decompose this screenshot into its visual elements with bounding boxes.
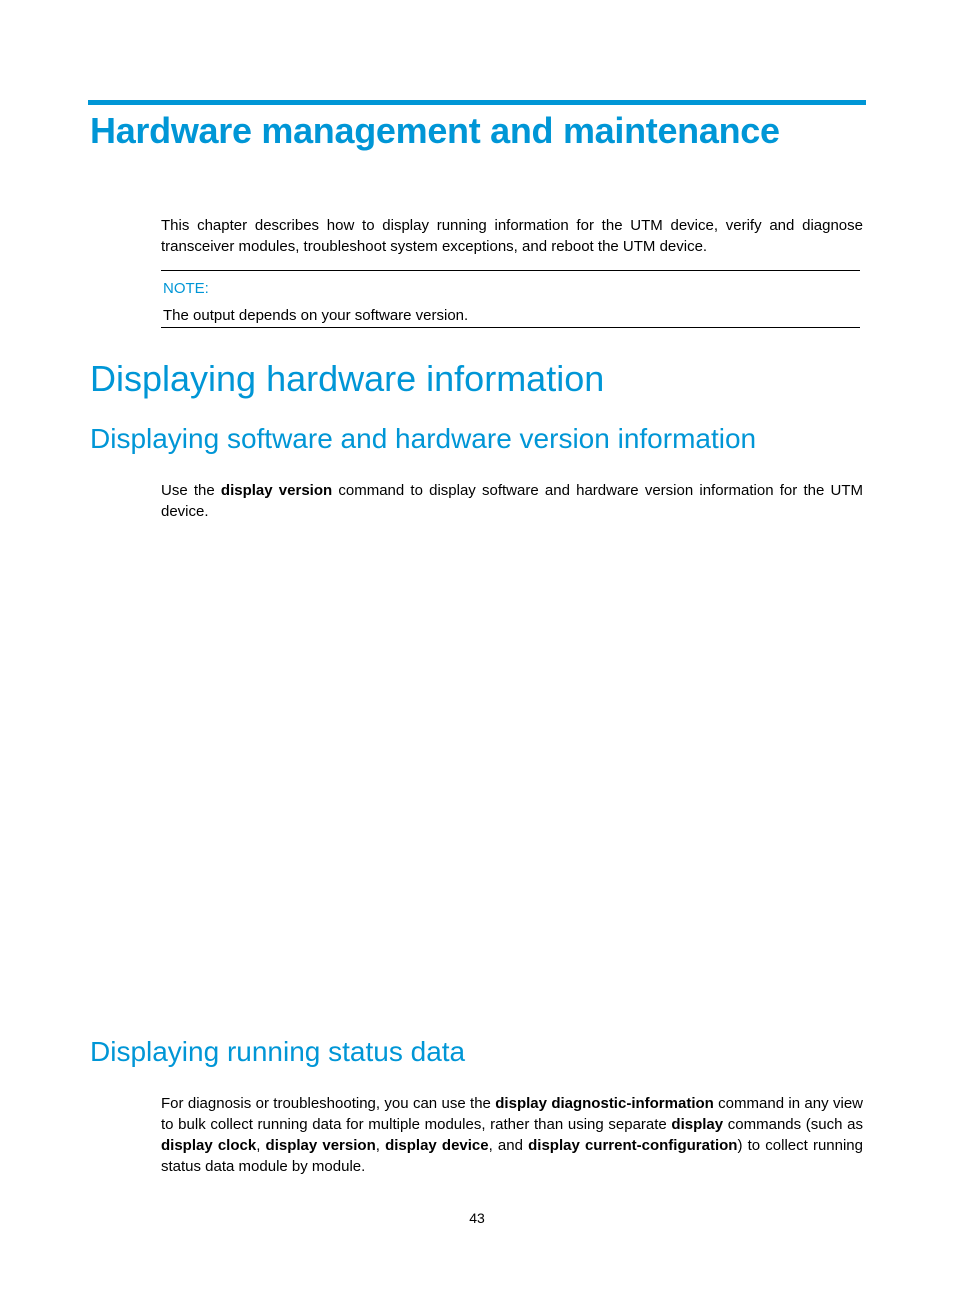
command-display: display xyxy=(671,1116,724,1133)
version-paragraph-text: Use the xyxy=(161,482,221,499)
status-paragraph-text: , xyxy=(375,1137,386,1154)
status-paragraph-text: commands (such as xyxy=(723,1116,863,1133)
status-paragraph-text: For diagnosis or troubleshooting, you can use the xyxy=(161,1095,496,1112)
status-paragraph-text: , and xyxy=(488,1137,529,1154)
command-display-diagnostic-information: display diagnostic-information xyxy=(495,1095,714,1112)
note-label: NOTE: xyxy=(163,280,209,297)
subsection-heading-running-status-data: Displaying running status data xyxy=(90,1036,466,1067)
status-paragraph-text: command in any view to bulk collect running data for multiple modules, rather than using separate xyxy=(161,1095,863,1133)
note-bottom-rule xyxy=(161,327,860,328)
command-display-version: display version xyxy=(265,1137,376,1154)
status-paragraph-text: , xyxy=(256,1137,266,1154)
page-number: 43 xyxy=(469,1210,485,1226)
version-paragraph xyxy=(161,480,863,522)
section-heading-hardware-information: Displaying hardware information xyxy=(90,358,605,399)
command-display-device: display device xyxy=(385,1137,489,1154)
version-paragraph-text: command to display software and hardware version information for the UTM device. xyxy=(161,482,863,520)
note-text: The output depends on your software version. xyxy=(163,307,469,324)
note-top-rule xyxy=(161,270,860,271)
status-paragraph xyxy=(161,1093,863,1177)
chapter-title: Hardware management and maintenance xyxy=(90,110,780,151)
chapter-title-rule xyxy=(88,100,866,105)
command-display-version: display version xyxy=(220,482,333,499)
command-display-current-configuration: display current-configuration xyxy=(528,1137,738,1154)
status-paragraph-text: ) to collect running status data module by module. xyxy=(161,1137,863,1175)
command-display-clock: display clock xyxy=(161,1137,257,1154)
subsection-heading-version-information: Displaying software and hardware version information xyxy=(90,423,757,454)
chapter-intro: This chapter describes how to display running information for the UTM device, verify and diagnose transceiver modules, troubleshoot system exceptions, and reboot the UTM device. xyxy=(161,217,863,255)
